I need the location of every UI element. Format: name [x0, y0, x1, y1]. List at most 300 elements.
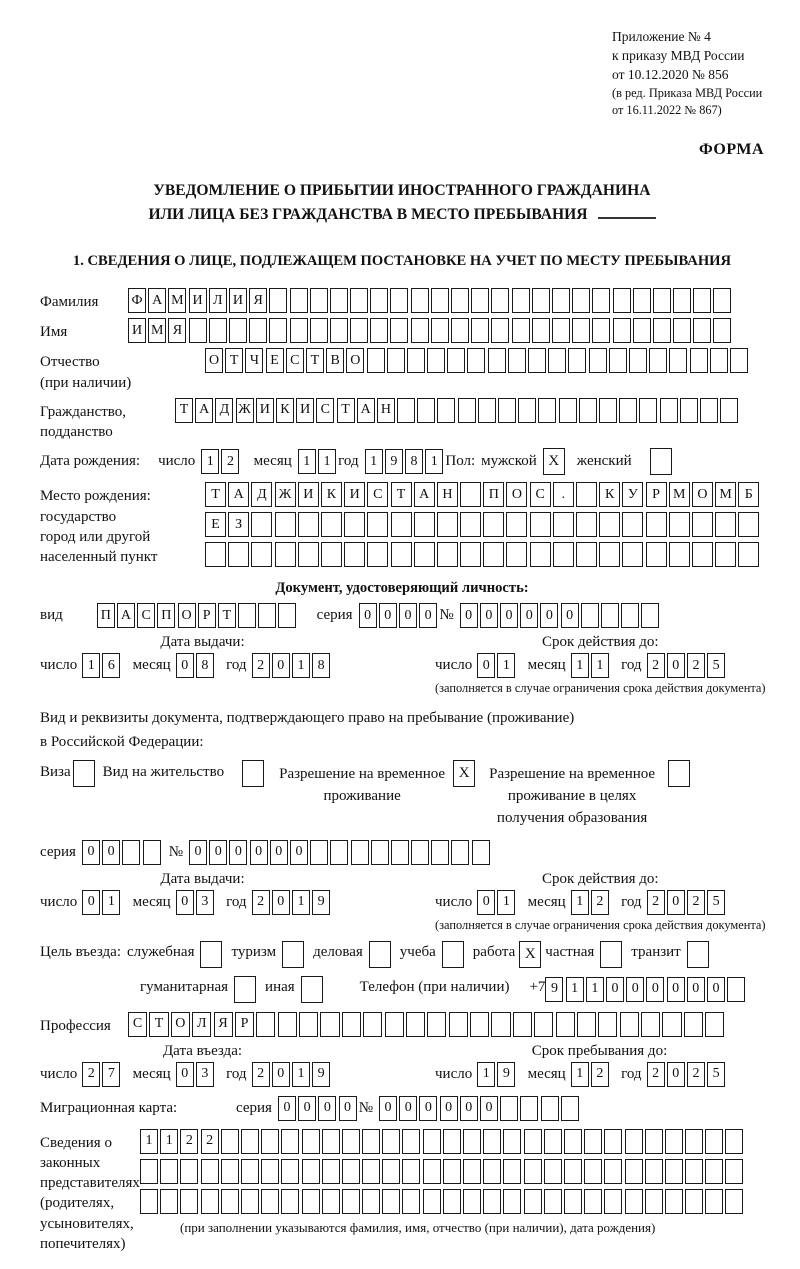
- doc-issue-year-input[interactable]: [252, 653, 333, 678]
- char-box[interactable]: [321, 512, 342, 537]
- char-box[interactable]: [705, 1129, 723, 1154]
- char-box[interactable]: О: [346, 348, 364, 373]
- representatives-line3-input[interactable]: [140, 1189, 746, 1214]
- char-box[interactable]: [598, 1012, 617, 1037]
- char-box[interactable]: [478, 398, 496, 423]
- char-box[interactable]: 2: [591, 890, 609, 915]
- char-box[interactable]: [553, 542, 574, 567]
- char-box[interactable]: [738, 512, 759, 537]
- char-box[interactable]: Ч: [245, 348, 263, 373]
- char-box[interactable]: П: [157, 603, 175, 628]
- char-box[interactable]: [463, 1159, 481, 1184]
- char-box[interactable]: 8: [405, 449, 423, 474]
- char-box[interactable]: С: [128, 1012, 147, 1037]
- char-box[interactable]: [437, 398, 455, 423]
- birth-place-line2-input[interactable]: [205, 512, 762, 537]
- char-box[interactable]: [321, 542, 342, 567]
- char-box[interactable]: Т: [225, 348, 243, 373]
- temp-residence-edu-checkbox[interactable]: [668, 760, 690, 787]
- char-box[interactable]: А: [148, 288, 166, 313]
- char-box[interactable]: [577, 1012, 596, 1037]
- char-box[interactable]: [330, 288, 348, 313]
- char-box[interactable]: М: [715, 482, 736, 507]
- char-box[interactable]: [613, 288, 631, 313]
- char-box[interactable]: 1: [591, 653, 609, 678]
- char-box[interactable]: Е: [205, 512, 226, 537]
- char-box[interactable]: [443, 1189, 461, 1214]
- char-box[interactable]: [322, 1189, 340, 1214]
- char-box[interactable]: [621, 603, 639, 628]
- char-box[interactable]: 0: [520, 603, 538, 628]
- char-box[interactable]: 8: [312, 653, 330, 678]
- surname-input[interactable]: [128, 288, 734, 313]
- char-box[interactable]: [241, 1159, 259, 1184]
- char-box[interactable]: [140, 1189, 158, 1214]
- char-box[interactable]: Я: [214, 1012, 233, 1037]
- char-box[interactable]: [391, 512, 412, 537]
- char-box[interactable]: Р: [646, 482, 667, 507]
- char-box[interactable]: [601, 603, 619, 628]
- char-box[interactable]: 0: [667, 890, 685, 915]
- char-box[interactable]: З: [228, 512, 249, 537]
- char-box[interactable]: [290, 288, 308, 313]
- char-box[interactable]: 0: [460, 1096, 478, 1121]
- char-box[interactable]: [589, 348, 607, 373]
- char-box[interactable]: [660, 398, 678, 423]
- char-box[interactable]: [275, 542, 296, 567]
- char-box[interactable]: 0: [419, 1096, 437, 1121]
- char-box[interactable]: [500, 1096, 518, 1121]
- char-box[interactable]: [387, 348, 405, 373]
- char-box[interactable]: Н: [377, 398, 395, 423]
- char-box[interactable]: [684, 1012, 703, 1037]
- char-box[interactable]: [460, 512, 481, 537]
- char-box[interactable]: [431, 318, 449, 343]
- char-box[interactable]: 0: [250, 840, 268, 865]
- char-box[interactable]: [604, 1159, 622, 1184]
- char-box[interactable]: [221, 1189, 239, 1214]
- char-box[interactable]: [362, 1159, 380, 1184]
- char-box[interactable]: 0: [278, 1096, 296, 1121]
- char-box[interactable]: [431, 288, 449, 313]
- char-box[interactable]: [310, 840, 328, 865]
- char-box[interactable]: [576, 542, 597, 567]
- char-box[interactable]: 0: [399, 603, 417, 628]
- char-box[interactable]: Е: [266, 348, 284, 373]
- char-box[interactable]: 7: [102, 1062, 120, 1087]
- char-box[interactable]: [639, 398, 657, 423]
- char-box[interactable]: Т: [205, 482, 226, 507]
- char-box[interactable]: [662, 1012, 681, 1037]
- char-box[interactable]: [532, 318, 550, 343]
- char-box[interactable]: [463, 1129, 481, 1154]
- char-box[interactable]: [633, 288, 651, 313]
- char-box[interactable]: [471, 318, 489, 343]
- char-box[interactable]: М: [168, 288, 186, 313]
- char-box[interactable]: [322, 1159, 340, 1184]
- char-box[interactable]: [382, 1129, 400, 1154]
- char-box[interactable]: [256, 1012, 275, 1037]
- char-box[interactable]: [553, 512, 574, 537]
- char-box[interactable]: [669, 512, 690, 537]
- char-box[interactable]: Л: [192, 1012, 211, 1037]
- char-box[interactable]: [160, 1189, 178, 1214]
- residence-series-input[interactable]: [82, 840, 163, 865]
- char-box[interactable]: [685, 1129, 703, 1154]
- char-box[interactable]: М: [148, 318, 166, 343]
- char-box[interactable]: [370, 288, 388, 313]
- char-box[interactable]: 1: [571, 653, 589, 678]
- char-box[interactable]: [576, 512, 597, 537]
- char-box[interactable]: 2: [647, 890, 665, 915]
- char-box[interactable]: 0: [379, 1096, 397, 1121]
- char-box[interactable]: [249, 318, 267, 343]
- char-box[interactable]: [205, 542, 226, 567]
- char-box[interactable]: [564, 1159, 582, 1184]
- char-box[interactable]: [143, 840, 161, 865]
- char-box[interactable]: 1: [318, 449, 336, 474]
- char-box[interactable]: [690, 348, 708, 373]
- char-box[interactable]: [221, 1159, 239, 1184]
- char-box[interactable]: Ж: [275, 482, 296, 507]
- char-box[interactable]: [298, 542, 319, 567]
- char-box[interactable]: [402, 1159, 420, 1184]
- char-box[interactable]: [201, 1159, 219, 1184]
- char-box[interactable]: [552, 318, 570, 343]
- char-box[interactable]: Т: [337, 398, 355, 423]
- char-box[interactable]: [458, 398, 476, 423]
- char-box[interactable]: [512, 318, 530, 343]
- entry-month-input[interactable]: [176, 1062, 216, 1087]
- char-box[interactable]: Р: [198, 603, 216, 628]
- char-box[interactable]: [427, 348, 445, 373]
- char-box[interactable]: [342, 1159, 360, 1184]
- char-box[interactable]: [619, 398, 637, 423]
- char-box[interactable]: 1: [140, 1129, 158, 1154]
- sex-male-checkbox[interactable]: X: [543, 448, 565, 475]
- char-box[interactable]: 8: [196, 653, 214, 678]
- char-box[interactable]: [344, 512, 365, 537]
- char-box[interactable]: [407, 348, 425, 373]
- doc-expiry-day-input[interactable]: [477, 653, 517, 678]
- char-box[interactable]: [437, 542, 458, 567]
- char-box[interactable]: [397, 398, 415, 423]
- char-box[interactable]: А: [228, 482, 249, 507]
- char-box[interactable]: [665, 1189, 683, 1214]
- char-box[interactable]: [201, 1189, 219, 1214]
- char-box[interactable]: 1: [201, 449, 219, 474]
- char-box[interactable]: 0: [318, 1096, 336, 1121]
- char-box[interactable]: [532, 288, 550, 313]
- char-box[interactable]: 1: [571, 1062, 589, 1087]
- char-box[interactable]: [524, 1159, 542, 1184]
- char-box[interactable]: Н: [437, 482, 458, 507]
- char-box[interactable]: [673, 288, 691, 313]
- char-box[interactable]: 9: [497, 1062, 515, 1087]
- char-box[interactable]: [160, 1159, 178, 1184]
- purpose-other-checkbox[interactable]: [301, 976, 323, 1003]
- char-box[interactable]: А: [414, 482, 435, 507]
- char-box[interactable]: [599, 512, 620, 537]
- char-box[interactable]: [713, 318, 731, 343]
- char-box[interactable]: 0: [440, 1096, 458, 1121]
- char-box[interactable]: И: [344, 482, 365, 507]
- char-box[interactable]: [513, 1012, 532, 1037]
- char-box[interactable]: [665, 1129, 683, 1154]
- char-box[interactable]: 3: [196, 1062, 214, 1087]
- char-box[interactable]: [390, 318, 408, 343]
- char-box[interactable]: [470, 1012, 489, 1037]
- char-box[interactable]: 0: [687, 977, 705, 1002]
- char-box[interactable]: [503, 1189, 521, 1214]
- purpose-private-checkbox[interactable]: [600, 941, 622, 968]
- char-box[interactable]: [402, 1189, 420, 1214]
- char-box[interactable]: 0: [102, 840, 120, 865]
- char-box[interactable]: 0: [646, 977, 664, 1002]
- char-box[interactable]: 0: [272, 890, 290, 915]
- char-box[interactable]: [423, 1189, 441, 1214]
- char-box[interactable]: 0: [667, 653, 685, 678]
- char-box[interactable]: [705, 1159, 723, 1184]
- doc-series-input[interactable]: [359, 603, 440, 628]
- char-box[interactable]: [367, 348, 385, 373]
- char-box[interactable]: [538, 398, 556, 423]
- char-box[interactable]: 0: [500, 603, 518, 628]
- char-box[interactable]: [524, 1189, 542, 1214]
- char-box[interactable]: [451, 840, 469, 865]
- visa-checkbox[interactable]: [73, 760, 95, 787]
- char-box[interactable]: [281, 1129, 299, 1154]
- char-box[interactable]: [180, 1159, 198, 1184]
- char-box[interactable]: [390, 288, 408, 313]
- char-box[interactable]: С: [367, 482, 388, 507]
- char-box[interactable]: [443, 1129, 461, 1154]
- residence-number-input[interactable]: [189, 840, 492, 865]
- char-box[interactable]: [725, 1189, 743, 1214]
- char-box[interactable]: 5: [707, 890, 725, 915]
- char-box[interactable]: 0: [229, 840, 247, 865]
- char-box[interactable]: [427, 1012, 446, 1037]
- birth-month-input[interactable]: [298, 449, 338, 474]
- char-box[interactable]: [534, 1012, 553, 1037]
- char-box[interactable]: [302, 1159, 320, 1184]
- char-box[interactable]: 0: [209, 840, 227, 865]
- char-box[interactable]: [669, 542, 690, 567]
- char-box[interactable]: .: [553, 482, 574, 507]
- char-box[interactable]: Ж: [236, 398, 254, 423]
- char-box[interactable]: [572, 318, 590, 343]
- char-box[interactable]: 0: [399, 1096, 417, 1121]
- char-box[interactable]: 5: [707, 1062, 725, 1087]
- char-box[interactable]: [451, 318, 469, 343]
- char-box[interactable]: [715, 512, 736, 537]
- char-box[interactable]: [641, 1012, 660, 1037]
- char-box[interactable]: Т: [391, 482, 412, 507]
- char-box[interactable]: 2: [82, 1062, 100, 1087]
- char-box[interactable]: 0: [480, 603, 498, 628]
- char-box[interactable]: [518, 398, 536, 423]
- char-box[interactable]: 0: [477, 890, 495, 915]
- doc-issue-month-input[interactable]: [176, 653, 216, 678]
- char-box[interactable]: [302, 1129, 320, 1154]
- char-box[interactable]: 1: [292, 890, 310, 915]
- char-box[interactable]: А: [357, 398, 375, 423]
- char-box[interactable]: 0: [480, 1096, 498, 1121]
- char-box[interactable]: К: [321, 482, 342, 507]
- char-box[interactable]: [431, 840, 449, 865]
- representatives-line1-input[interactable]: [140, 1129, 746, 1154]
- char-box[interactable]: А: [195, 398, 213, 423]
- char-box[interactable]: 1: [477, 1062, 495, 1087]
- char-box[interactable]: [406, 1012, 425, 1037]
- char-box[interactable]: [544, 1129, 562, 1154]
- char-box[interactable]: [275, 512, 296, 537]
- char-box[interactable]: [414, 542, 435, 567]
- char-box[interactable]: [512, 288, 530, 313]
- char-box[interactable]: [414, 512, 435, 537]
- char-box[interactable]: [367, 512, 388, 537]
- char-box[interactable]: [385, 1012, 404, 1037]
- char-box[interactable]: И: [256, 398, 274, 423]
- char-box[interactable]: [447, 348, 465, 373]
- char-box[interactable]: [592, 318, 610, 343]
- char-box[interactable]: [685, 1159, 703, 1184]
- residence-expiry-month-input[interactable]: [571, 890, 611, 915]
- char-box[interactable]: [269, 288, 287, 313]
- char-box[interactable]: [472, 840, 490, 865]
- char-box[interactable]: [544, 1189, 562, 1214]
- char-box[interactable]: [653, 288, 671, 313]
- char-box[interactable]: [633, 318, 651, 343]
- char-box[interactable]: [342, 1129, 360, 1154]
- char-box[interactable]: [581, 603, 599, 628]
- char-box[interactable]: [680, 398, 698, 423]
- char-box[interactable]: [371, 840, 389, 865]
- char-box[interactable]: 2: [687, 653, 705, 678]
- char-box[interactable]: [541, 1096, 559, 1121]
- char-box[interactable]: 0: [667, 1062, 685, 1087]
- char-box[interactable]: П: [483, 482, 504, 507]
- char-box[interactable]: [649, 348, 667, 373]
- char-box[interactable]: [344, 542, 365, 567]
- char-box[interactable]: [261, 1129, 279, 1154]
- char-box[interactable]: [363, 1012, 382, 1037]
- char-box[interactable]: 1: [497, 653, 515, 678]
- char-box[interactable]: 0: [176, 1062, 194, 1087]
- char-box[interactable]: [599, 542, 620, 567]
- char-box[interactable]: 0: [606, 977, 624, 1002]
- char-box[interactable]: [520, 1096, 538, 1121]
- char-box[interactable]: [281, 1159, 299, 1184]
- purpose-humanitarian-checkbox[interactable]: [234, 976, 256, 1003]
- birth-day-input[interactable]: [201, 449, 241, 474]
- char-box[interactable]: [693, 318, 711, 343]
- char-box[interactable]: [488, 348, 506, 373]
- char-box[interactable]: 2: [180, 1129, 198, 1154]
- char-box[interactable]: [584, 1189, 602, 1214]
- char-box[interactable]: [261, 1189, 279, 1214]
- given-name-input[interactable]: [128, 318, 734, 343]
- char-box[interactable]: Я: [249, 288, 267, 313]
- char-box[interactable]: [302, 1189, 320, 1214]
- char-box[interactable]: 3: [196, 890, 214, 915]
- char-box[interactable]: И: [298, 482, 319, 507]
- char-box[interactable]: 0: [561, 603, 579, 628]
- char-box[interactable]: [491, 1012, 510, 1037]
- char-box[interactable]: Ф: [128, 288, 146, 313]
- char-box[interactable]: 9: [312, 1062, 330, 1087]
- char-box[interactable]: Т: [306, 348, 324, 373]
- char-box[interactable]: [506, 542, 527, 567]
- char-box[interactable]: [584, 1129, 602, 1154]
- char-box[interactable]: [310, 288, 328, 313]
- char-box[interactable]: [579, 398, 597, 423]
- doc-number-input[interactable]: [460, 603, 662, 628]
- profession-input[interactable]: [128, 1012, 727, 1037]
- birth-place-line1-input[interactable]: [205, 482, 762, 507]
- char-box[interactable]: 2: [221, 449, 239, 474]
- char-box[interactable]: [665, 1159, 683, 1184]
- char-box[interactable]: [310, 318, 328, 343]
- char-box[interactable]: [713, 288, 731, 313]
- char-box[interactable]: [530, 542, 551, 567]
- char-box[interactable]: [402, 1129, 420, 1154]
- char-box[interactable]: [572, 288, 590, 313]
- char-box[interactable]: [738, 542, 759, 567]
- char-box[interactable]: [669, 348, 687, 373]
- char-box[interactable]: 1: [365, 449, 383, 474]
- char-box[interactable]: [342, 1012, 361, 1037]
- char-box[interactable]: [564, 1129, 582, 1154]
- char-box[interactable]: [692, 512, 713, 537]
- char-box[interactable]: [700, 398, 718, 423]
- char-box[interactable]: [693, 288, 711, 313]
- char-box[interactable]: М: [669, 482, 690, 507]
- char-box[interactable]: 0: [477, 653, 495, 678]
- temp-residence-checkbox[interactable]: X: [453, 760, 475, 787]
- char-box[interactable]: [228, 542, 249, 567]
- char-box[interactable]: [437, 512, 458, 537]
- char-box[interactable]: [382, 1159, 400, 1184]
- residence-permit-checkbox[interactable]: [242, 760, 264, 787]
- char-box[interactable]: С: [286, 348, 304, 373]
- char-box[interactable]: 0: [82, 840, 100, 865]
- char-box[interactable]: [350, 288, 368, 313]
- char-box[interactable]: [725, 1129, 743, 1154]
- char-box[interactable]: [625, 1189, 643, 1214]
- entry-year-input[interactable]: [252, 1062, 333, 1087]
- char-box[interactable]: 1: [292, 653, 310, 678]
- char-box[interactable]: 2: [647, 1062, 665, 1087]
- char-box[interactable]: [278, 603, 296, 628]
- char-box[interactable]: [483, 1189, 501, 1214]
- migration-number-input[interactable]: [379, 1096, 581, 1121]
- char-box[interactable]: [180, 1189, 198, 1214]
- char-box[interactable]: [609, 348, 627, 373]
- char-box[interactable]: [362, 1189, 380, 1214]
- char-box[interactable]: У: [622, 482, 643, 507]
- char-box[interactable]: [241, 1129, 259, 1154]
- char-box[interactable]: [592, 288, 610, 313]
- char-box[interactable]: А: [117, 603, 135, 628]
- char-box[interactable]: [362, 1129, 380, 1154]
- char-box[interactable]: [730, 348, 748, 373]
- char-box[interactable]: 2: [647, 653, 665, 678]
- char-box[interactable]: Р: [235, 1012, 254, 1037]
- char-box[interactable]: [576, 482, 597, 507]
- char-box[interactable]: [483, 1159, 501, 1184]
- char-box[interactable]: [548, 348, 566, 373]
